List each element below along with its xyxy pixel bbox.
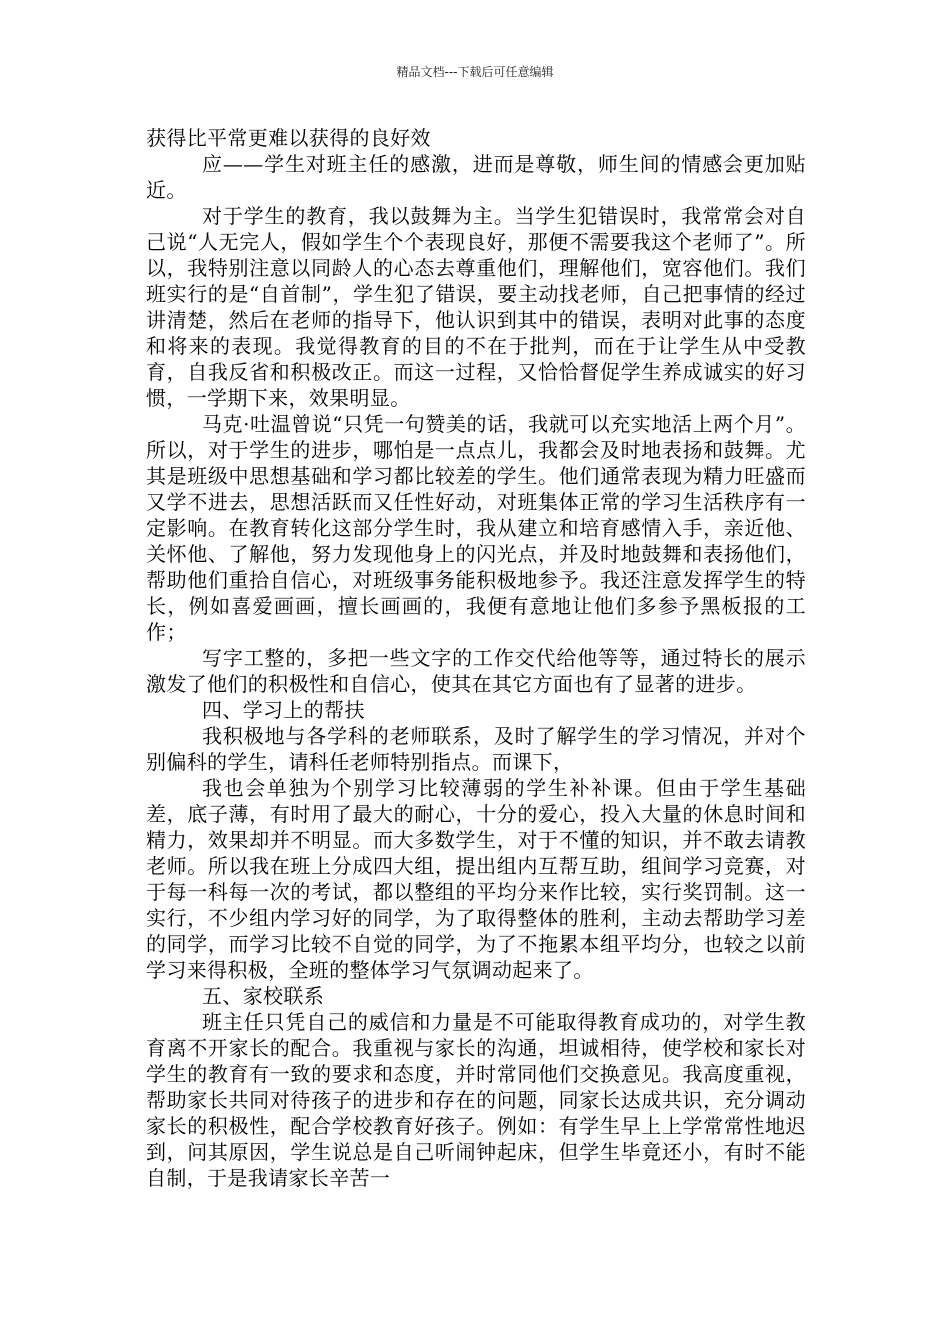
paragraph-8: 我也会单独为个别学习比较薄弱的学生补补课。但由于学生基础差，底子薄，有时用了最大的耐心，十分的爱心，投入大量的休息时间和精力，效果却并不明显。而大多数学生，对于不懂的知识，并不敢去请教老师。所以我在班上分成四大组，提出组内互帮互助，组间学习竞赛，对于每一科每一次的考试，都以整组的平均分来作比较，实行奖罚制。这一实行，不少组内学习好的同学，为了取得整体的胜利，主动去帮助学习差的同学，而学习比较不自觉的同学，为了不拖累本组平均分，也较之以前学习来得积极，全班的整体学习气氛调动起来了。	[146, 776, 806, 982]
section-heading-study-support: 四、学习上的帮扶	[202, 698, 365, 722]
paragraph-4: 马克·吐温曾说“只凭一句赞美的话，我就可以充实地活上两个月”。所以，对于学生的进步，哪怕是一点点儿，我都会及时地表扬和鼓舞。尤其是班级中思想基础和学习都比较差的学生。他们通常表现为精力旺盛而又学不进去，思想活跃而又任性好动，对班集体正常的学习生活秩序有一定影响。在教育转化这部分学生时，我从建立和培育感情入手，亲近他、关怀他、了解他，努力发现他身上的闪光点，并及时地鼓舞和表扬他们，帮助他们重拾自信心，对班级事务能积极地参予。我还注意发挥学生的特长，例如喜爱画画，擅长画画的，我便有意地让他们多参予黑板报的工作；	[146, 412, 806, 644]
document-body	[146, 125, 806, 1191]
paragraph-10: 班主任只凭自己的威信和力量是不可能取得教育成功的，对学生教育离不开家长的配合。我重视与家长的沟通，坦诚相待，使学校和家长对学生的教育有一致的要求和态度，并时常同他们交换意见。我高度重视，帮助家长共同对待孩子的进步和存在的问题，同家长达成共识，充分调动家长的积极性，配合学校教育好孩子。例如：有学生早上上学常常性地迟到，问其原因，学生说总是自己听闹钟起床，但学生毕竟还小，有时不能自制，于是我请家长辛苦一	[146, 1010, 806, 1190]
section-heading-home-school: 五、家校联系	[202, 984, 325, 1008]
paragraph-7: 我积极地与各学科的老师联系，及时了解学生的学习情况，并对个别偏科的学生，请科任老师特别指点。而课下，	[146, 724, 806, 774]
paragraph-5: 写字工整的，多把一些文字的工作交代给他等等，通过特长的展示激发了他们的积极性和自信心，使其在其它方面也有了显著的进步。	[146, 646, 806, 696]
paragraph-3: 对于学生的教育，我以鼓舞为主。当学生犯错误时，我常常会对自己说“人无完人，假如学生个个表现良好，那便不需要我这个老师了”。所以，我特别注意以同龄人的心态去尊重他们，理解他们，宽容他们。我们班实行的是“自首制”，学生犯了错误，要主动找老师，自己把事情的经过讲清楚，然后在老师的指导下，他认识到其中的错误，表明对此事的态度和将来的表现。我觉得教育的目的不在于批判，而在于让学生从中受教育，自我反省和积极改正。而这一过程，又恰恰督促学生养成诚实的好习惯，一学期下来，效果明显。	[146, 204, 806, 410]
page-header: 精品文档---下载后可任意编辑	[396, 65, 554, 79]
paragraph-2: 应——学生对班主任的感激，进而是尊敬，师生间的情感会更加贴近。	[146, 152, 806, 202]
paragraph-1: 获得比平常更难以获得的良好效	[146, 126, 431, 150]
